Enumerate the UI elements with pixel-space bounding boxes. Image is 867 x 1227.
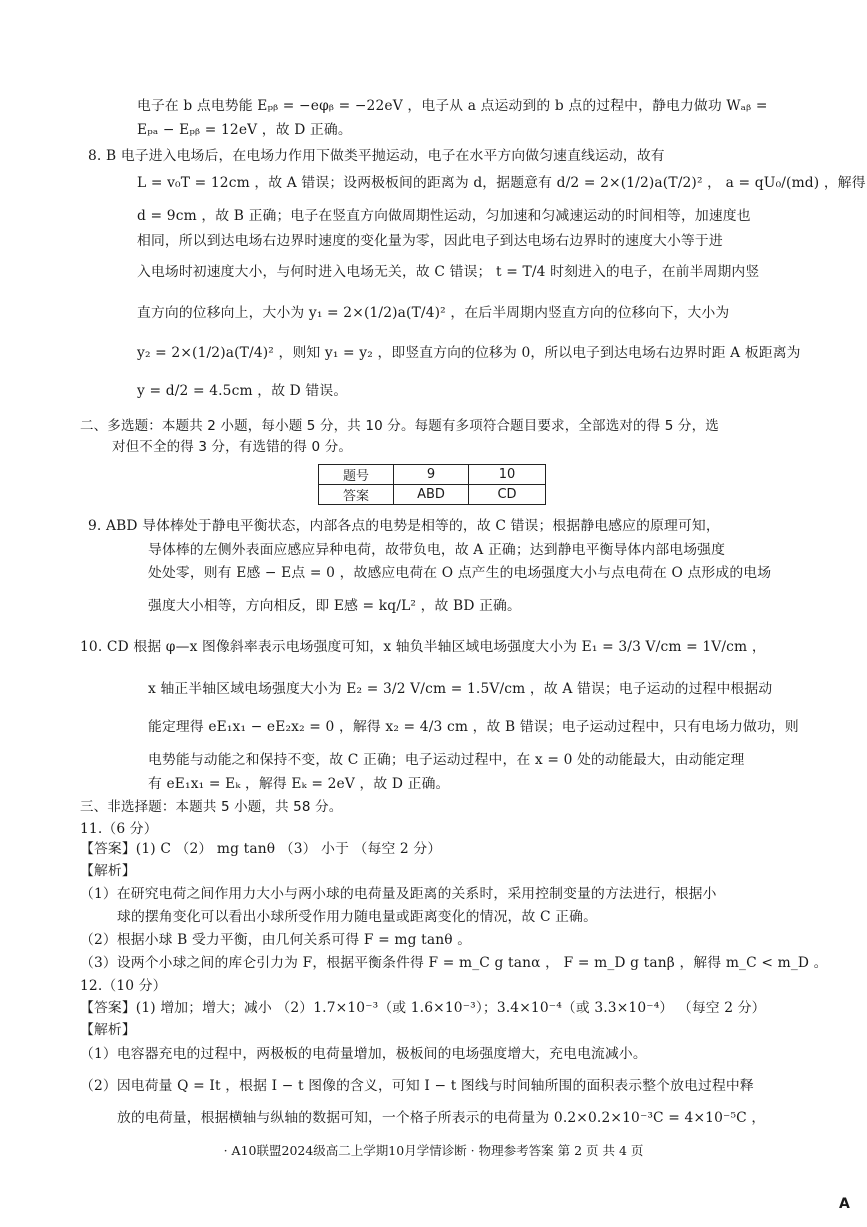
text-line: 电势能与动能之和保持不变，故 C 正确；电子运动过程中，在 x = 0 处的动能最大，由动能定理 [148, 752, 745, 768]
text-line: 处处零，则有 E感 − E点 = 0 ，故感应电荷在 O 点产生的电场强度大小与点电荷在 O 点形成的电场 [148, 565, 772, 581]
page-footer: · A10联盟2024级高二上学期10月学情诊断 · 物理参考答案 第 2 页 共 4 页 [223, 1143, 644, 1158]
table-cell: 9 [394, 465, 469, 485]
text-line: 入电场时初速度大小，与何时进入电场无关，故 C 错误； t = T/4 时刻进入的电子，在前半周期内竖 [137, 264, 760, 280]
text-line: 强度大小相等，方向相反，即 E感 = kq/L² ，故 BD 正确。 [148, 598, 521, 614]
table-cell: ABD [394, 485, 469, 505]
text-line: 【答案】(1) C （2） mg tanθ （3） 小于 （每空 2 分） [80, 841, 442, 857]
text-line: y = d/2 = 4.5cm ，故 D 错误。 [137, 383, 348, 399]
text-line: （1）电容器充电的过程中，两极板的电荷量增加，极板间的电场强度增大，充电电流减小。 [80, 1046, 647, 1062]
text-line: y₂ = 2×(1/2)a(T/4)² ，则知 y₁ = y₂ ，即竖直方向的位移为 0，所以电子到达电场右边界时距 A 板距离为 [137, 345, 801, 361]
text-line: 球的摆角变化可以看出小球所受作用力随电量或距离变化的情况，故 C 正确。 [117, 909, 598, 925]
text-line: 相同，所以到达电场右边界时速度的变化量为零，因此电子到达电场右边界时的速度大小等于进 [137, 233, 723, 249]
text-line: 【答案】(1) 增加；增大；减小 （2）1.7×10⁻³（或 1.6×10⁻³）；3.4×10⁻⁴（或 3.3×10⁻⁴） （每空 2 分） [80, 1000, 766, 1016]
text-line: Eₚₐ − Eₚᵦ = 12eV ，故 D 正确。 [137, 122, 352, 138]
text-line: 放的电荷量，根据横轴与纵轴的数据可知，一个格子所表示的电荷量为 0.2×0.2×10⁻³C = 4×10⁻⁵C ， [117, 1110, 766, 1126]
text-line: （2）根据小球 B 受力平衡，由几何关系可得 F = mg tanθ 。 [80, 932, 472, 948]
table-cell: 答案 [319, 485, 394, 505]
text-line: 11.（6 分） [80, 821, 158, 837]
text-line: 【解析】 [80, 863, 136, 879]
text-line: 三、非选择题：本题共 5 小题，共 58 分。 [80, 799, 343, 815]
text-line: 12.（10 分） [80, 978, 167, 994]
text-line: 直方向的位移向上，大小为 y₁ = 2×(1/2)a(T/4)² ，在后半周期内竖直方向的位移向下，大小为 [137, 305, 730, 321]
table-row [319, 485, 546, 505]
text-line: （1）在研究电荷之间作用力大小与两小球的电荷量及距离的关系时，采用控制变量的方法进行，根据小 [80, 886, 717, 902]
text-line: 导体棒的左侧外表面应感应异种电荷，故带负电，故 A 正确；达到静电平衡导体内部电场强度 [148, 542, 726, 558]
text-line: 有 eE₁x₁ = Eₖ ，解得 Eₖ = 2eV ，故 D 正确。 [148, 776, 450, 792]
text-line: 9. ABD 导体棒处于静电平衡状态，内部各点的电势是相等的，故 C 错误；根据静电感应的原理可知， [88, 518, 720, 534]
corner-mark: A [839, 1196, 850, 1212]
table-row [319, 465, 546, 485]
text-line: 能定理得 eE₁x₁ − eE₂x₂ = 0 ，解得 x₂ = 4/3 cm ，故 B 错误；电子运动过程中，只有电场力做功，则 [148, 719, 799, 735]
text-line: （3）设两个小球之间的库仑引力为 F，根据平衡条件得 F = m_C g tanα ， F = m_D g tanβ ，解得 m_C < m_D 。 [80, 955, 828, 971]
table-cell: 10 [469, 465, 546, 485]
text-line: 电子在 b 点电势能 Eₚᵦ = −eφᵦ = −22eV ，电子从 a 点运动到的 b 点的过程中，静电力做功 Wₐᵦ = [137, 98, 768, 114]
text-line: （2）因电荷量 Q = It ，根据 I − t 图像的含义，可知 I − t 图线与时间轴所围的面积表示整个放电过程中释 [80, 1078, 754, 1094]
table-cell: 题号 [319, 465, 394, 485]
text-line: x 轴正半轴区域电场强度大小为 E₂ = 3/2 V/cm = 1.5V/cm ，故 A 错误；电子运动的过程中根据动 [148, 681, 773, 697]
text-line: d = 9cm ，故 B 正确；电子在竖直方向做周期性运动，匀加速和匀减速运动的时间相等，加速度也 [137, 208, 751, 224]
text-line: 对但不全的得 3 分，有选错的得 0 分。 [112, 439, 352, 455]
text-line: 【解析】 [80, 1022, 136, 1038]
text-line: 二、多选题：本题共 2 小题，每小题 5 分，共 10 分。每题有多项符合题目要求，全部选对的得 5 分，选 [80, 418, 719, 434]
text-line: 10. CD 根据 φ—x 图像斜率表示电场强度可知，x 轴负半轴区域电场强度大小为 E₁ = 3/3 V/cm = 1V/cm ， [80, 639, 766, 655]
table-cell: CD [469, 485, 546, 505]
answer-table [318, 464, 546, 505]
text-line: L = v₀T = 12cm ，故 A 错误；设两极板间的距离为 d，据题意有 d/2 = 2×(1/2)a(T/2)² ， a = qU₀/(md) ，解得 [137, 175, 866, 191]
text-line: 8. B 电子进入电场后，在电场力作用下做类平抛运动，电子在水平方向做匀速直线运动，故有 [88, 148, 665, 164]
